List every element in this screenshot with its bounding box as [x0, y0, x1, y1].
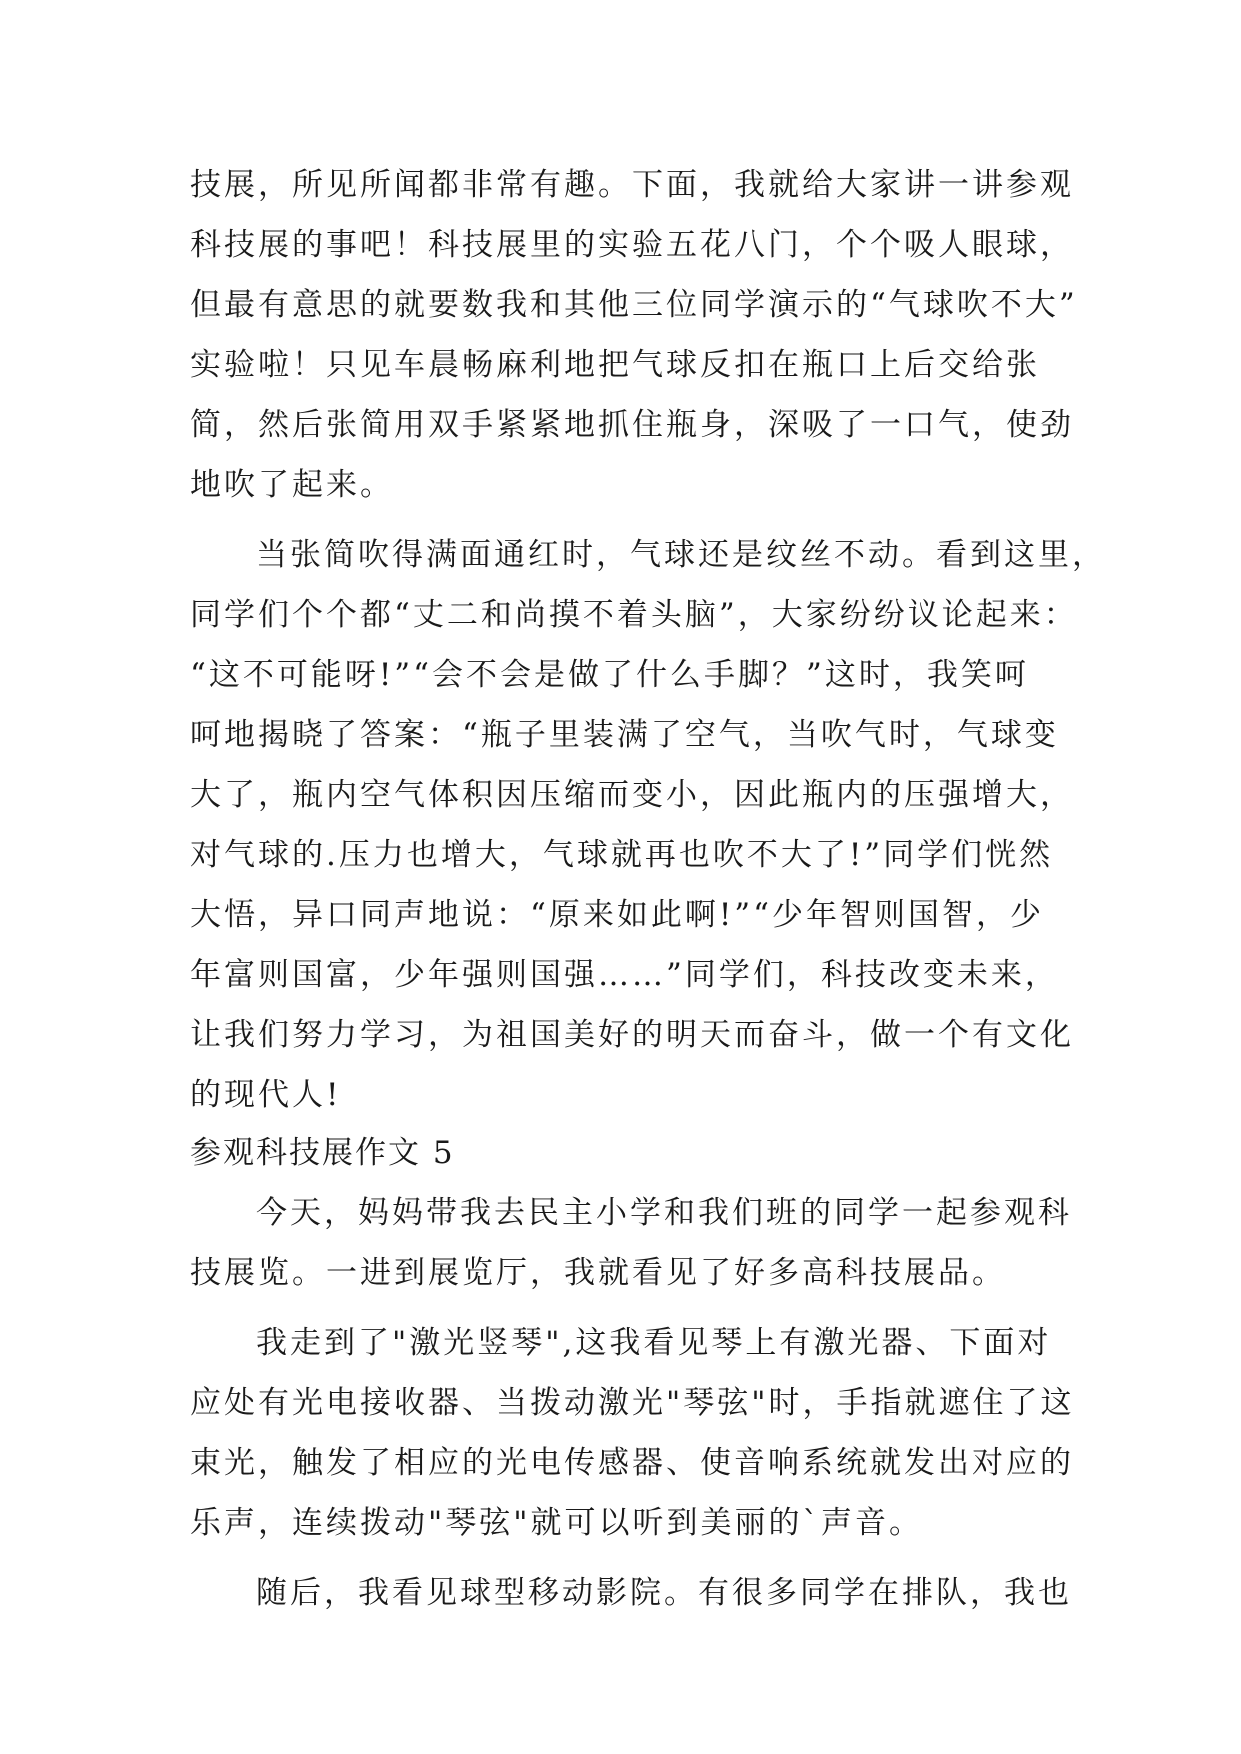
text-line: 年富则国富，少年强则国强……”同学们，科技改变未来，: [190, 957, 1059, 993]
paragraph-start-line: 我走到了"激光竖琴",这我看见琴上有激光器、下面对: [256, 1325, 1052, 1361]
text-line: 实验啦！只见车晨畅麻利地把气球反扣在瓶口上后交给张: [190, 347, 1040, 383]
paragraph-start-line: 随后，我看见球型移动影院。有很多同学在排队，我也: [256, 1575, 1072, 1611]
text-line: 大悟，异口同声地说：“原来如此啊!”“少年智则国智，少: [190, 897, 1044, 933]
paragraph-start-line: 当张简吹得满面通红时，气球还是纹丝不动。看到这里，: [256, 537, 1106, 573]
text-line: 乐声，连续拨动"琴弦"就可以听到美丽的`声音。: [190, 1505, 924, 1541]
text-line: 简，然后张简用双手紧紧地抓住瓶身，深吸了一口气，使劲: [190, 407, 1074, 443]
text-line: 但最有意思的就要数我和其他三位同学演示的“气球吹不大”: [190, 287, 1078, 323]
text-line: 的现代人!: [190, 1077, 342, 1113]
text-line: 束光，触发了相应的光电传感器、使音响系统就发出对应的: [190, 1445, 1074, 1481]
text-line: 地吹了起来。: [190, 467, 394, 503]
text-line: 技展，所见所闻都非常有趣。下面，我就给大家讲一讲参观: [190, 167, 1074, 203]
text-line: 让我们努力学习，为祖国美好的明天而奋斗，做一个有文化: [190, 1017, 1074, 1053]
text-line: 大了，瓶内空气体积因压缩而变小，因此瓶内的压强增大，: [190, 777, 1074, 813]
text-line: 科技展的事吧！科技展里的实验五花八门，个个吸人眼球，: [190, 227, 1074, 263]
text-line: 呵地揭晓了答案：“瓶子里装满了空气，当吹气时，气球变: [190, 717, 1059, 753]
text-line: 对气球的.压力也增大，气球就再也吹不大了!”同学们恍然: [190, 837, 1054, 873]
text-line: 技展览。一进到展览厅，我就看见了好多高科技展品。: [190, 1255, 1006, 1291]
text-line: “这不可能呀!”“会不会是做了什么手脚？”这时，我笑呵: [190, 657, 1029, 693]
text-line: 应处有光电接收器、当拨动激光"琴弦"时，手指就遮住了这: [190, 1385, 1075, 1421]
paragraph-start-line: 今天，妈妈带我去民主小学和我们班的同学一起参观科: [256, 1195, 1072, 1231]
section-heading: 参观科技展作文 5: [190, 1135, 455, 1171]
text-line: 同学们个个都“丈二和尚摸不着头脑”，大家纷纷议论起来：: [190, 597, 1078, 633]
